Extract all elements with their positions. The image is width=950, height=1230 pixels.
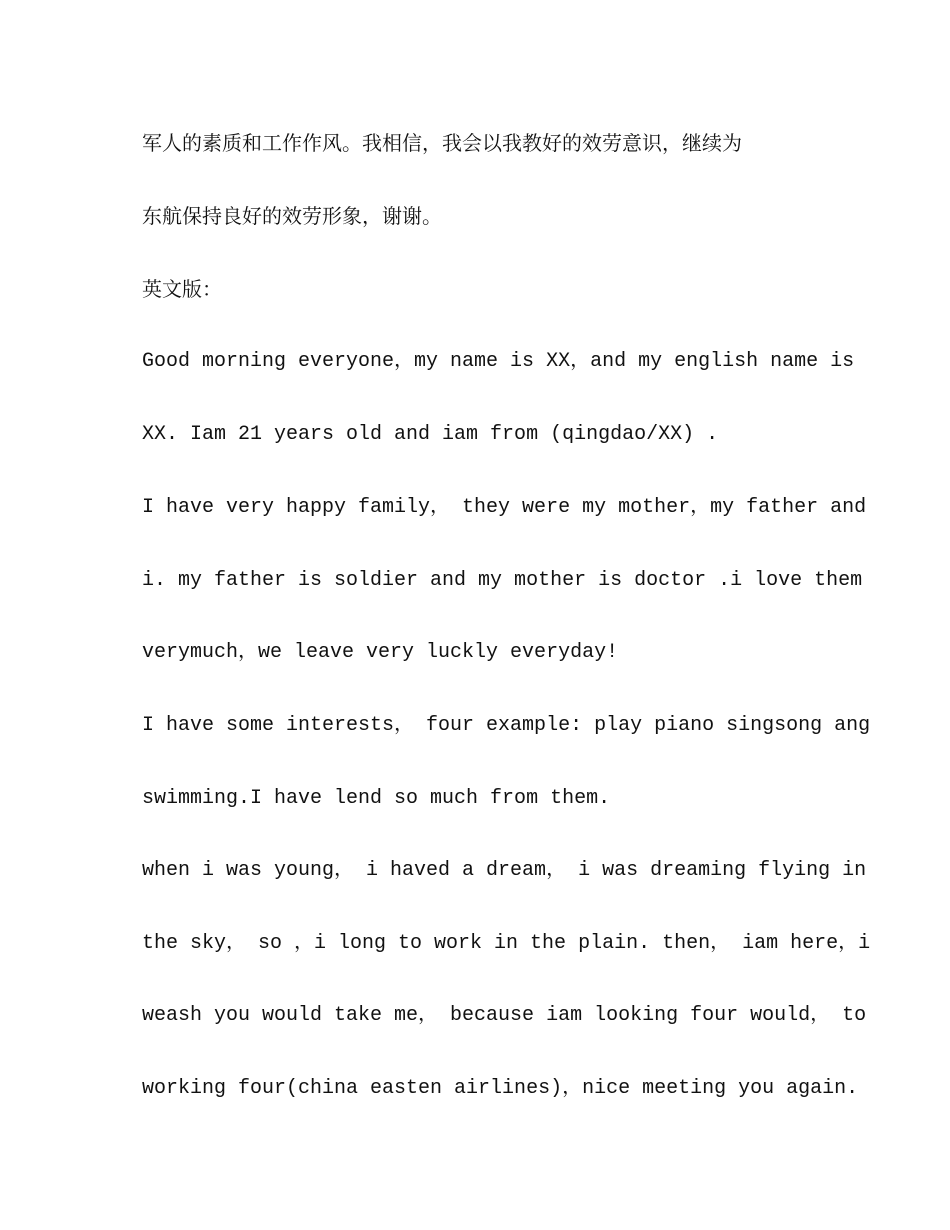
text-line-8: verymuch，we leave very luckly everyday! bbox=[142, 641, 619, 664]
text-line-6: I have very happy family， they were my mother，my father and bbox=[142, 496, 867, 519]
text-line-12: the sky， so ，i long to work in the plain. then， iam here，i bbox=[142, 932, 871, 955]
text-line-7: i. my father is soldier and my mother is doctor .i love them bbox=[142, 569, 863, 592]
text-line-3: 英文版： bbox=[142, 277, 222, 301]
text-line-5: XX. Iam 21 years old and iam from (qingdao/XX) . bbox=[142, 423, 719, 446]
text-line-14: working four(china easten airlines)，nice meeting you again. bbox=[142, 1077, 859, 1100]
text-line-4: Good morning everyone，my name is XX，and my english name is bbox=[142, 350, 855, 373]
text-line-1: 军人的素质和工作作风。我相信，我会以我教好的效劳意识，继续为 bbox=[142, 131, 742, 155]
text-line-11: when i was young， i haved a dream， i was dreaming flying in bbox=[142, 859, 867, 882]
text-line-13: weash you would take me， because iam looking four would， to bbox=[142, 1004, 867, 1027]
text-line-2: 东航保持良好的效劳形象，谢谢。 bbox=[142, 204, 442, 228]
text-line-10: swimming.I have lend so much from them. bbox=[142, 787, 611, 810]
text-line-9: I have some interests， four example: play piano singsong ang bbox=[142, 714, 871, 737]
